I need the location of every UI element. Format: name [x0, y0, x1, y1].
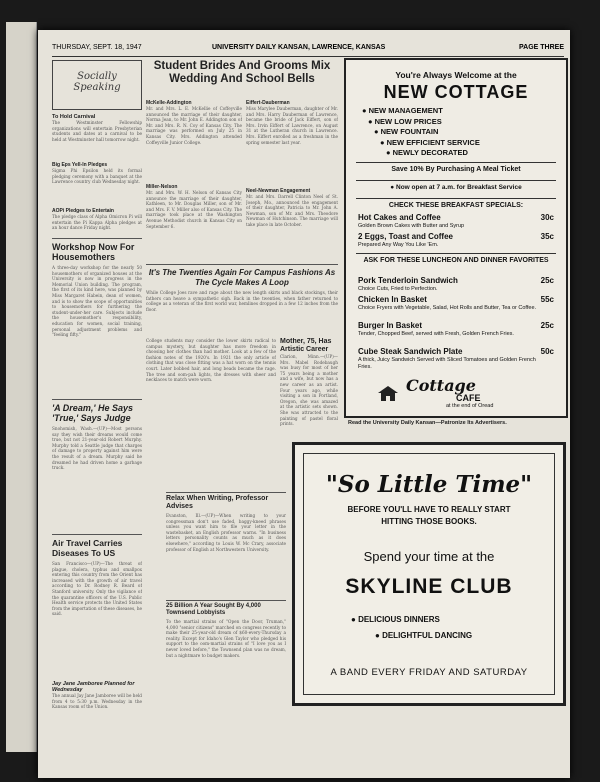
dream-title: 'A Dream,' He Says 'True,' Says Judge: [52, 403, 133, 423]
neel-text: Mr. and Mrs. Darrell Clinton Neel of St. Joseph, Mo., announced the engagement of their daughter, Patricia to Mr. John A. Newman, son of Mr. and Mrs. Theodore Newman of Hutchinson. The marriage will take place in late October.: [246, 194, 338, 227]
menu-cube-steak: Cube Steak Sandwich Plate 50c: [358, 347, 554, 356]
header-page: PAGE THREE: [519, 44, 564, 51]
adjacent-page-edge: [6, 22, 37, 752]
menu-hotcakes: Hot Cakes and Coffee 30c: [358, 213, 554, 222]
big-eps-text: Sigma Phi Epsilon held its formal pledging ceremony with a banquet at the Lawrence country club Wednesday night.: [52, 168, 142, 185]
cottage-logo: [406, 376, 493, 409]
skyline-club-name: SKYLINE CLUB: [345, 575, 513, 598]
menu-cube-steak-desc: A thick, Juicy Sandwich Served with Sliced Tomatoes and Golden French Fries.: [358, 357, 536, 370]
main-headline: Student Brides And Grooms Mix Wedding And School Bells: [153, 60, 331, 85]
mckelle-heading: McKelle-Addington: [146, 100, 192, 106]
bullet-5: ● NEWLY DECORATED: [386, 148, 468, 157]
skyline-spend: Spend your time at the: [363, 549, 495, 564]
skyline-dinners: ● DELICIOUS DINNERS: [351, 615, 440, 624]
relax-article: [166, 492, 286, 582]
skyline-club-ad: [292, 442, 566, 706]
main-headline-box: [146, 60, 338, 100]
bullet-4: ● NEW EFFICIENT SERVICE: [380, 137, 480, 147]
cottage-logo-text: Cottage: [406, 376, 476, 395]
menu-eggs: 2 Eggs, Toast and Coffee 35c: [358, 232, 554, 241]
menu-pork-desc: Choice Cuts, Fried to Perfection.: [358, 286, 438, 292]
twenties-article: [146, 264, 338, 336]
bullet-2: ● NEW LOW PRICES: [368, 116, 442, 126]
socially-title-1: Socially: [77, 71, 117, 82]
billion-title: 25 Billion A Year Sought By 4,000 Townsend Lobbyists: [166, 603, 261, 616]
page-header: [52, 42, 564, 57]
billion-text: To the martial strains of "Open the Door, Truman," 4,000 "senior citizens" marched on congress recently to make their 25-year-old dream of $60-every-Thursday a reality. Except for Idaho's Glen Taylor who pledged his support to the oom-martial strains of "I love you as I never loved before," the Townsend plan was no dream, but a nightmare to budget makers.: [166, 619, 286, 658]
bullet-3: ● NEW FOUNTAIN: [374, 127, 439, 136]
relax-text: Evanston, Ill.—(UP)—When writing to your congressman don't use faded, baggy-kneed phrases unless you want him to file your letter in the wastebasket, an English professor warns. "In business letters personality counts as much as it does elsewhere," according to Louis W. Mc Crary, associate professor of English at Northwestern University.: [166, 513, 286, 552]
big-eps-heading: Big Eps Yell-In Pledges: [52, 162, 108, 168]
mother-text: Clarion, Minn.—(UP)—Mrs. Mabel Rodebaugh was busy for most of her 75 years being a mother and a wife, but now has a new career as an artist. Four years ago, while visiting a son in Portland, Oregon, she was amazed at the artistic sets shown. She was attracted to the painting of pastel floral prints.: [280, 354, 338, 427]
jamboree-text: The annual Jay Jane Jamboree will be held from 4 to 5:30 p.m. Wednesday in the Kansas room of the Union.: [52, 693, 142, 710]
skyline-slogan: "So Little Time": [325, 471, 533, 498]
aopi-heading: AOPi Pledges to Entertain: [52, 208, 114, 214]
dream-text: Snohomish, Wash.—(UP)—Most persons say they wish their dreams would come true, but not 21-year-old Robert Murphy. Murphy told a Seattle judge that charges of damage to property against him were the result of a dream. Murphy said he dreamed he had driven home a garbage truck.: [52, 426, 142, 471]
cottage-name: NEW COTTAGE: [383, 82, 529, 102]
eiffert-text: Miss Marylee Dauberman, daughter of Mr. and Mrs. Harry Dauberman of Lawrence, became the bride of Jack Eiffert, son of Mrs. Irvin Eiffert of Lawrence, on August 31 at the Lutheran church in Lawrence. Mrs. Eiffert enrolled as a freshman in the spring semester last year.: [246, 106, 338, 145]
lunch-heading: ASK FOR THESE LUNCHEON AND DINNER FAVORITES: [356, 253, 556, 265]
read-kansan-line: Read the University Daily Kansan—Patronize Its Advertisers.: [348, 420, 507, 426]
meal-ticket: Save 10% By Purchasing A Meal Ticket: [356, 162, 556, 173]
menu-burger: Burger In Basket 25c: [358, 321, 554, 330]
air-travel-title: Air Travel Carries Diseases To US: [52, 538, 123, 558]
cottage-logo-location: at the end of Oread: [446, 403, 494, 409]
twenties-text: While College Joes rave and rage about the new length skirts and black stockings, their fathers can heave a sympathetic sigh. Back in the twenties, when father returned to college as a veteran of the first world war, hemlines dropped in a few 12 inches from the floor.: [146, 290, 338, 312]
cottage-welcome: You're Always Welcome at the: [395, 70, 517, 80]
skyline-dancing: ● DELIGHTFUL DANCING: [375, 631, 473, 640]
new-cottage-ad: [344, 58, 568, 418]
aopi-text: The pledge class of Alpha Omicron Pi will entertain the Pi Kappa Alpha pledges at an hour dance Friday night.: [52, 214, 142, 231]
workshop-title: Workshop Now For Housemothers: [52, 242, 135, 262]
billion-article: [166, 600, 286, 740]
menu-eggs-desc: Prepared Any Way You Like 'Em.: [358, 242, 439, 248]
weddings-column-2: [246, 100, 338, 260]
menu-chicken: Chicken In Basket 55c: [358, 295, 554, 304]
socially-title-2: Speaking: [73, 82, 121, 93]
menu-chicken-desc: Choice Fryers with Vegetable, Salad, Hot Rolls and Butter, Tea or Coffee.: [358, 305, 537, 311]
air-travel-text: San Francisco—(UP)—The threat of plague, cholera, typhus and smallpox entering this country from the Orient has increased with the growth of air travel according to Dr. Rodney R. Beard of Stanford university. Only the vigilance of the quarantine officers of the U.S. Public Health service protects the United States from the importation of these diseases, he said.: [52, 561, 142, 617]
header-paper: UNIVERSITY DAILY KANSAN, LAWRENCE, KANSAS: [212, 44, 386, 51]
twenties-title: It's The Twenties Again For Campus Fashions As The Cycle Makes A Loop: [148, 268, 336, 287]
skyline-line-1: BEFORE YOU'LL HAVE TO REALLY START: [347, 505, 511, 514]
menu-pork: Pork Tenderloin Sandwich 25c: [358, 276, 554, 285]
neel-heading: Neel-Newman Engagement: [246, 188, 311, 194]
header-date: THURSDAY, SEPT. 18, 1947: [52, 44, 142, 51]
carnival-heading: To Hold Carnival: [52, 114, 96, 120]
menu-burger-desc: Tender, Chopped Beef, served with Fresh, Golden French Fries.: [358, 331, 514, 337]
bullet-1: ● NEW MANAGEMENT: [362, 106, 443, 115]
carnival-text: The Westminster Fellowship organizations will entertain Presbyterian students and dates at a carnival to be held at Westminster hall tomorrow night.: [52, 120, 142, 142]
miller-text: Mr. and Mrs. W. H. Nelson of Kansas City announce the marriage of their daughter, Kathleen, to Mr. Douglas Miller, son of Mr. and Mrs. F. V. Miller also of Kansas City. The marriage took place at the Washington Avenue Methodist church in Kansas City on September 6.: [146, 190, 242, 229]
jamboree-title: Jay Jane Jamboree Planned for Wednesday: [52, 681, 135, 693]
workshop-text: A three-day workshop for the nearly 50 housemothers of organized houses at the University is now in progress in the Memorial Union building. The program, the first of its kind here, was planned by Miss Margaret Habein, dean of women, and is to show the scope of opportunities to housemothers for furthering the student-under-her care. Subjects include the housemother's responsibility, education for women, social training, personal adjustment problems and "feeling fifty.": [52, 265, 142, 338]
cottage-bullets: [362, 106, 480, 159]
breakfast-heading: CHECK THESE BREAKFAST SPECIALS:: [356, 198, 556, 209]
skyline-footer: A BAND EVERY FRIDAY AND SATURDAY: [330, 667, 528, 678]
skyline-line-2: HITTING THOSE BOOKS.: [381, 517, 477, 526]
left-column: [52, 60, 142, 740]
menu-hotcakes-desc: Golden Brown Cakes with Butter and Syrup: [358, 223, 465, 229]
weddings-column-1: [146, 100, 242, 260]
twenties-continued: [146, 338, 276, 488]
breakfast-open: ● Now open at 7 a.m. for Breakfast Service: [356, 180, 556, 191]
mother-title: Mother, 75, Has Artistic Career: [280, 338, 332, 353]
mckelle-text: Mr. and Mrs. L. E. McKellie of Coffeyville announced the marriage of their daughter, Norma Jean, to Mr. John E. Addington son of Mr. and Mrs. R. N. Coy of Kansas City. The marriage was performed on July 25 in Kansas City. Mrs. Addington attended Coffeyville Junior College.: [146, 106, 242, 145]
socially-speaking-box: [52, 60, 142, 110]
relax-title: Relax When Writing, Professor Advises: [166, 495, 269, 510]
twenties-text-2: College students may consider the lower skirts radical to campus mystery, but daughter has more freedom in choosing her clothes than had mother. Look at a few of the fashion notes of the 1920's. In 1921 the only article of clothing that was close fitting was a hat worn on the tennis court. Later bobbed hair, and long beads became the rage. The tree and oom-pah lights, the dresses with sheer and necklaces to match were worn.: [146, 338, 276, 383]
cottage-logo-cafe: CAFE: [456, 393, 481, 403]
cottage-house-icon: [376, 384, 400, 402]
eiffert-heading: Eiffert-Dauberman: [246, 100, 290, 106]
miller-heading: Miller-Nelson: [146, 184, 178, 190]
